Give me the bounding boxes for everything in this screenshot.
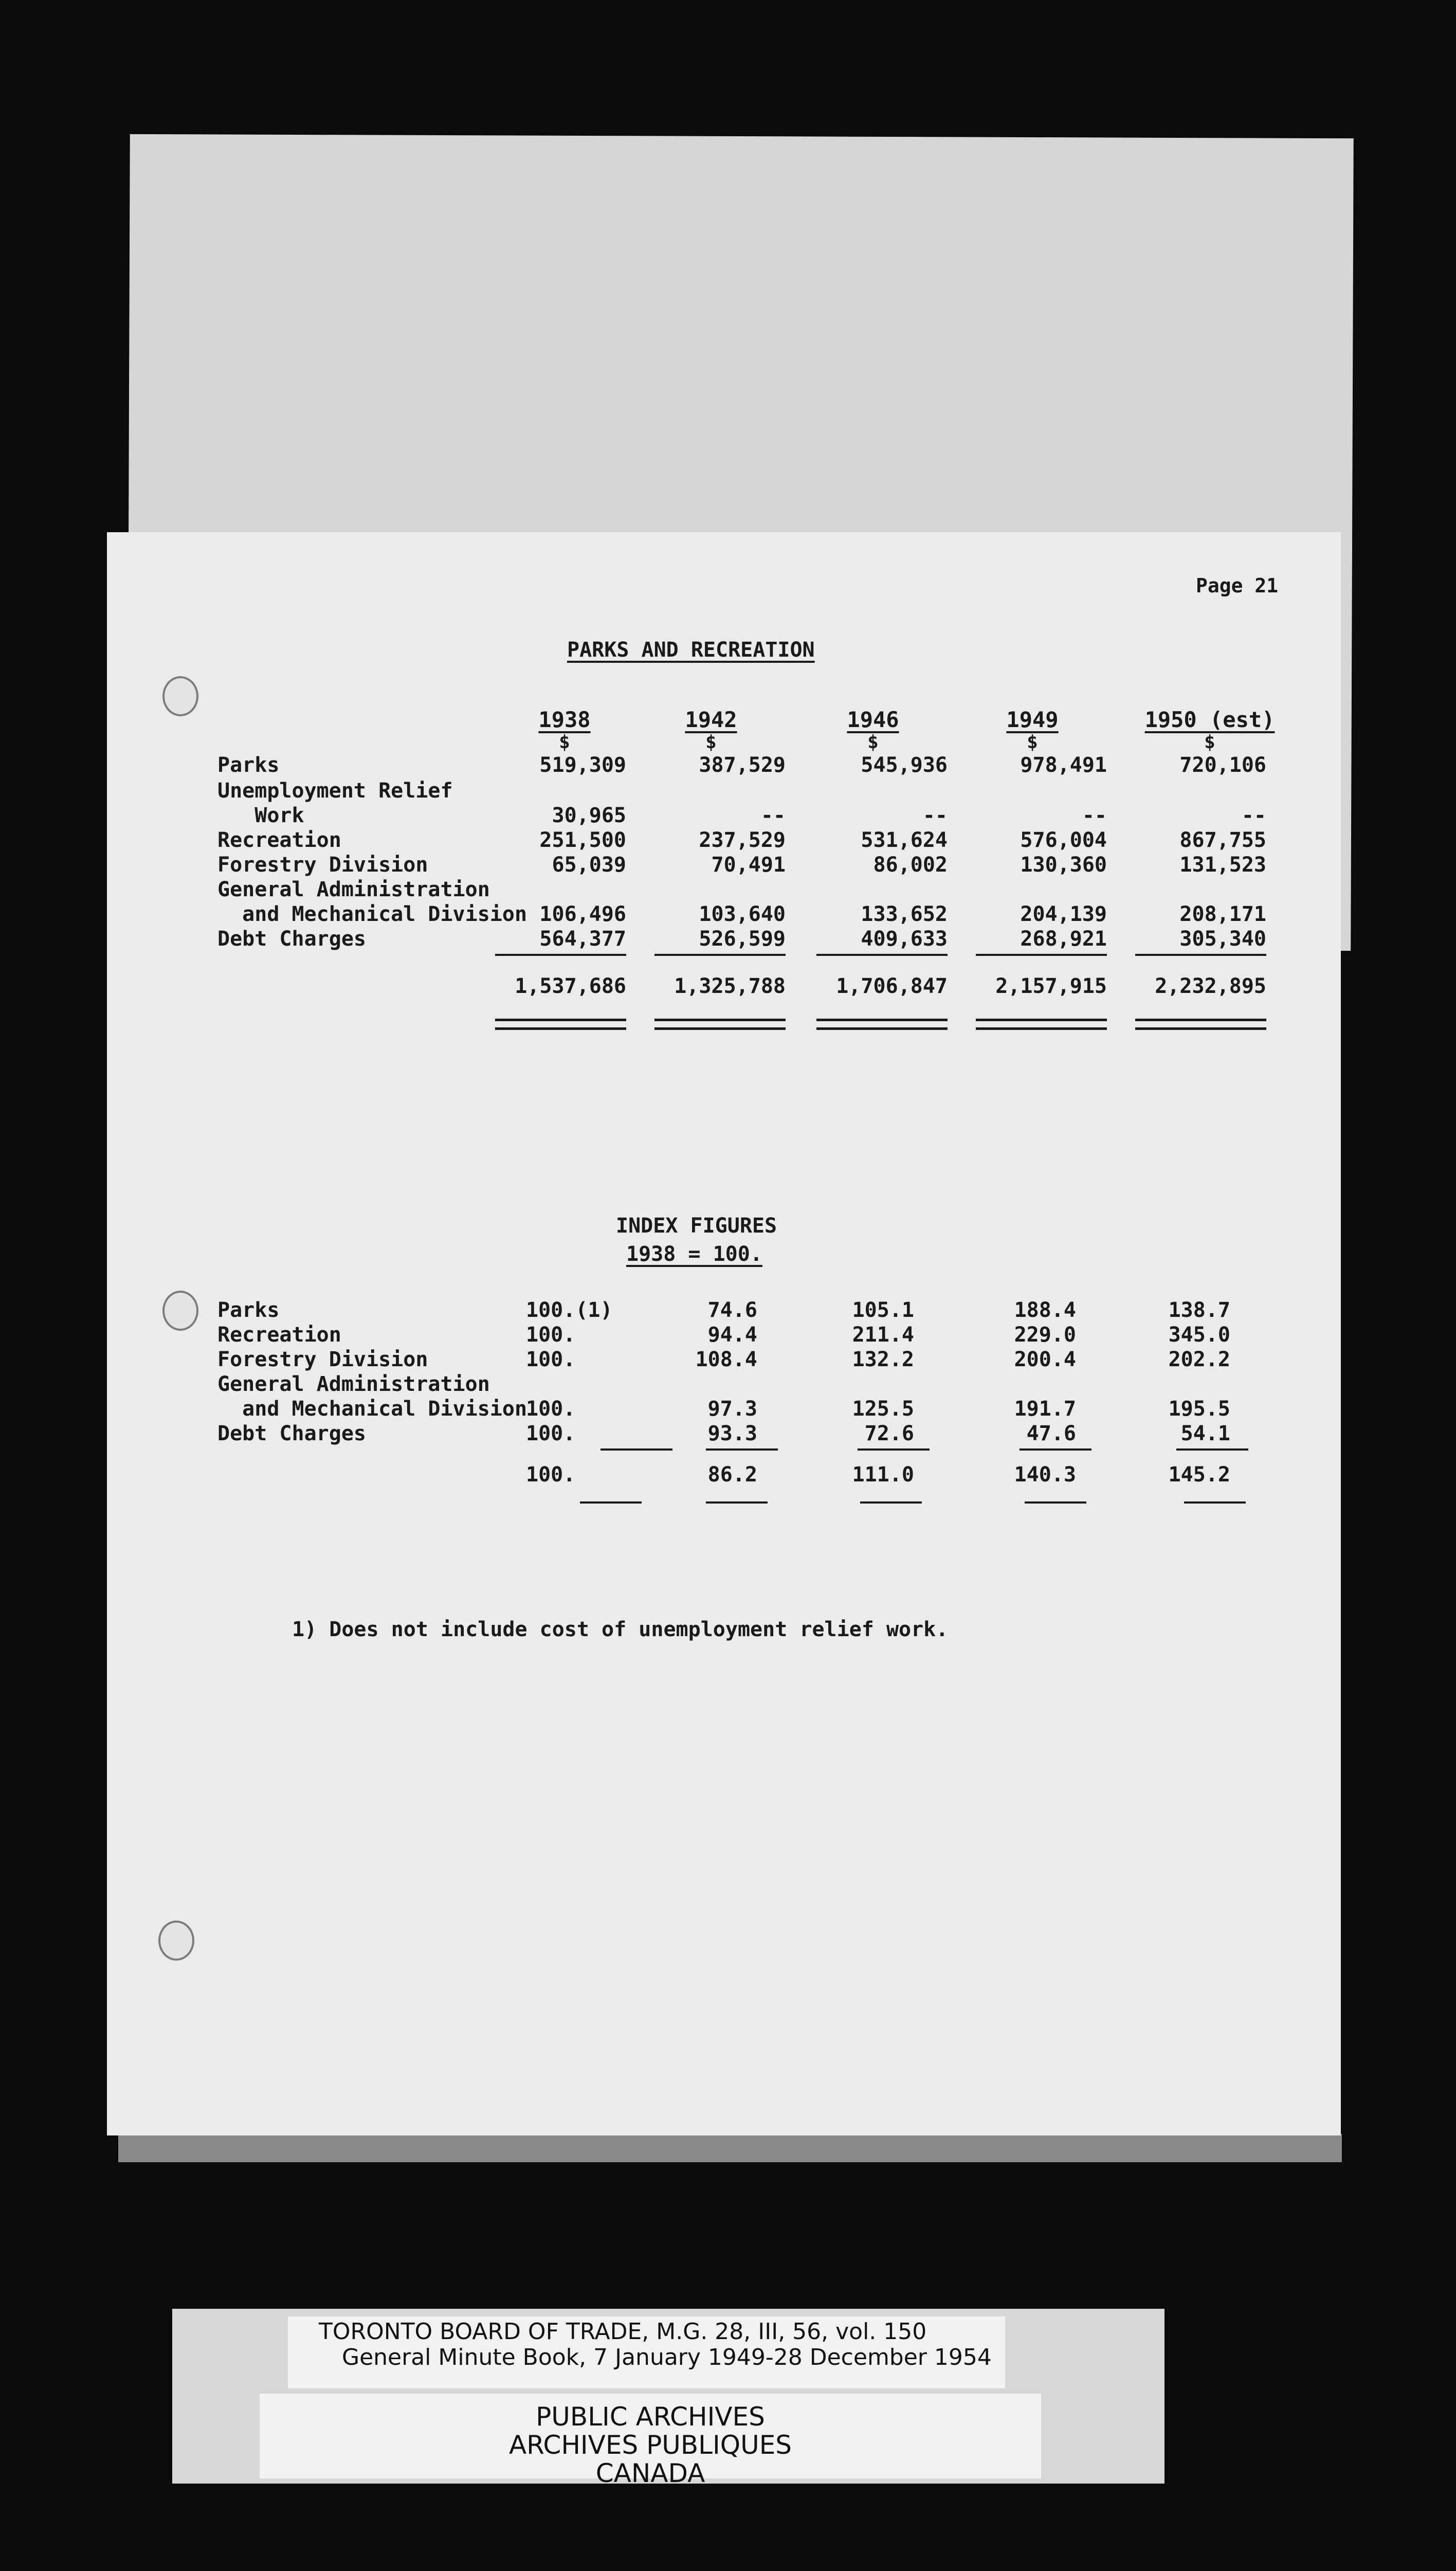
index-total-rule — [706, 1501, 768, 1504]
archive-line-2: ARCHIVES PUBLIQUES — [508, 2430, 792, 2460]
index-value: 97.3 — [707, 1397, 757, 1421]
year-header: 1938 — [538, 707, 591, 732]
index-row-label: Recreation — [217, 1323, 341, 1347]
index-value: 100. — [526, 1397, 576, 1421]
index-total-rule — [1184, 1501, 1246, 1504]
index-title: INDEX FIGURES — [616, 1214, 777, 1238]
cell-value: 268,921 — [1020, 927, 1107, 951]
index-total-value: 100. — [526, 1463, 576, 1487]
index-total-rule — [1025, 1501, 1086, 1504]
index-value: 195.5 — [1168, 1397, 1230, 1421]
row-label: Forestry Division — [217, 853, 428, 877]
total-double-rule — [816, 1019, 948, 1030]
currency-mark: $ — [1027, 732, 1038, 753]
index-value: 94.4 — [707, 1323, 757, 1347]
page-edge — [118, 2134, 1342, 2162]
index-subtotal-rule — [600, 1449, 672, 1451]
subtotal-rule — [976, 954, 1107, 956]
index-subtitle: 1938 = 100. — [626, 1242, 762, 1266]
footnote: 1) Does not include cost of unemployment relief work. — [292, 1618, 949, 1641]
archive-line-3: CANADA — [595, 2458, 705, 2488]
index-value: 72.6 — [864, 1422, 914, 1445]
total-value: 1,537,686 — [515, 974, 626, 998]
total-value: 1,706,847 — [836, 974, 948, 998]
index-total-rule — [580, 1501, 642, 1504]
subtotal-rule — [1135, 954, 1266, 956]
punch-hole — [158, 1921, 194, 1961]
year-header: 1950 (est) — [1144, 707, 1275, 732]
cell-value: 106,496 — [539, 902, 626, 926]
reference-line-2: General Minute Book, 7 January 1949-28 December 1954 — [342, 2344, 992, 2370]
cell-value: 237,529 — [699, 828, 786, 852]
index-value: 93.3 — [707, 1422, 757, 1445]
cell-value: 576,004 — [1020, 828, 1107, 852]
document-page — [107, 532, 1341, 2135]
index-value: 211.4 — [852, 1323, 914, 1347]
subtotal-rule — [654, 954, 786, 956]
currency-mark: $ — [867, 732, 879, 753]
cell-value: 564,377 — [539, 927, 626, 951]
index-row-label: Debt Charges — [217, 1422, 366, 1445]
year-header: 1949 — [1006, 707, 1059, 732]
row-label: Debt Charges — [217, 927, 366, 951]
cell-value: -- — [760, 804, 786, 827]
index-value: 202.2 — [1168, 1348, 1230, 1371]
index-subtotal-rule — [1176, 1449, 1248, 1451]
index-value: 47.6 — [1026, 1422, 1076, 1445]
index-value: 54.1 — [1180, 1422, 1230, 1445]
index-value: 229.0 — [1014, 1323, 1076, 1347]
index-row-label: General Administration — [217, 1372, 490, 1396]
cell-value: 103,640 — [699, 902, 786, 926]
reference-line-1: TORONTO BOARD OF TRADE, M.G. 28, III, 56, vol. 150 — [319, 2319, 927, 2345]
currency-mark: $ — [1204, 732, 1215, 753]
row-label: and Mechanical Division — [217, 902, 527, 926]
index-total-value: 86.2 — [707, 1463, 757, 1487]
cell-value: 130,360 — [1020, 853, 1107, 877]
cell-value: 65,039 — [552, 853, 626, 877]
row-label: Work — [217, 804, 304, 827]
index-value: 100. — [526, 1348, 576, 1371]
cell-value: 519,309 — [539, 753, 626, 777]
total-double-rule — [976, 1019, 1107, 1030]
currency-mark: $ — [705, 732, 717, 753]
cell-value: -- — [1082, 804, 1107, 827]
cell-value: 387,529 — [699, 753, 786, 777]
index-total-value: 111.0 — [852, 1463, 914, 1487]
index-value: 191.7 — [1014, 1397, 1076, 1421]
cell-value: 131,523 — [1179, 853, 1266, 877]
cell-value: -- — [1241, 804, 1266, 827]
index-value: 108.4 — [695, 1348, 757, 1371]
cell-value: 305,340 — [1179, 927, 1266, 951]
index-value: 100.(1) — [526, 1298, 613, 1322]
cell-value: 251,500 — [539, 828, 626, 852]
subtotal-rule — [495, 954, 626, 956]
index-subtotal-rule — [858, 1449, 930, 1451]
total-double-rule — [654, 1019, 786, 1030]
index-value: 105.1 — [852, 1298, 914, 1322]
cell-value: 30,965 — [552, 804, 626, 827]
total-value: 2,157,915 — [995, 974, 1107, 998]
index-value: 74.6 — [707, 1298, 757, 1322]
punch-hole — [162, 1291, 198, 1331]
total-value: 1,325,788 — [674, 974, 786, 998]
index-value: 100. — [526, 1323, 576, 1347]
cell-value: 531,624 — [861, 828, 948, 852]
index-value: 188.4 — [1014, 1298, 1076, 1322]
index-total-value: 145.2 — [1168, 1463, 1230, 1487]
index-value: 100. — [526, 1422, 576, 1445]
cell-value: 204,139 — [1020, 902, 1107, 926]
year-header: 1942 — [685, 707, 737, 732]
row-label: General Administration — [217, 878, 490, 901]
cell-value: 526,599 — [699, 927, 786, 951]
year-header: 1946 — [847, 707, 899, 732]
index-total-rule — [860, 1501, 922, 1504]
index-value: 138.7 — [1168, 1298, 1230, 1322]
row-label: Recreation — [217, 828, 341, 852]
cell-value: 70,491 — [711, 853, 786, 877]
cell-value: 409,633 — [861, 927, 948, 951]
index-value: 345.0 — [1168, 1323, 1230, 1347]
page-title: PARKS AND RECREATION — [567, 638, 815, 662]
cell-value: 133,652 — [861, 902, 948, 926]
cell-value: -- — [922, 804, 948, 827]
cell-value: 720,106 — [1179, 753, 1266, 777]
row-label: Parks — [217, 753, 280, 777]
cell-value: 208,171 — [1179, 902, 1266, 926]
cell-value: 978,491 — [1020, 753, 1107, 777]
total-double-rule — [1135, 1019, 1266, 1030]
index-value: 125.5 — [852, 1397, 914, 1421]
index-value: 200.4 — [1014, 1348, 1076, 1371]
archive-line-1: PUBLIC ARCHIVES — [536, 2402, 765, 2432]
total-value: 2,232,895 — [1155, 974, 1266, 998]
currency-mark: $ — [559, 732, 570, 753]
subtotal-rule — [816, 954, 948, 956]
index-row-label: and Mechanical Division — [217, 1397, 527, 1421]
index-row-label: Forestry Division — [217, 1348, 428, 1371]
index-row-label: Parks — [217, 1298, 280, 1322]
index-total-value: 140.3 — [1014, 1463, 1076, 1487]
cell-value: 545,936 — [861, 753, 948, 777]
index-subtotal-rule — [1020, 1449, 1091, 1451]
index-subtotal-rule — [706, 1449, 778, 1451]
cell-value: 867,755 — [1179, 828, 1266, 852]
punch-hole — [162, 676, 198, 716]
cell-value: 86,002 — [873, 853, 948, 877]
row-label: Unemployment Relief — [217, 779, 453, 803]
page-number: Page 21 — [1196, 574, 1279, 597]
total-double-rule — [495, 1019, 626, 1030]
index-value: 132.2 — [852, 1348, 914, 1371]
